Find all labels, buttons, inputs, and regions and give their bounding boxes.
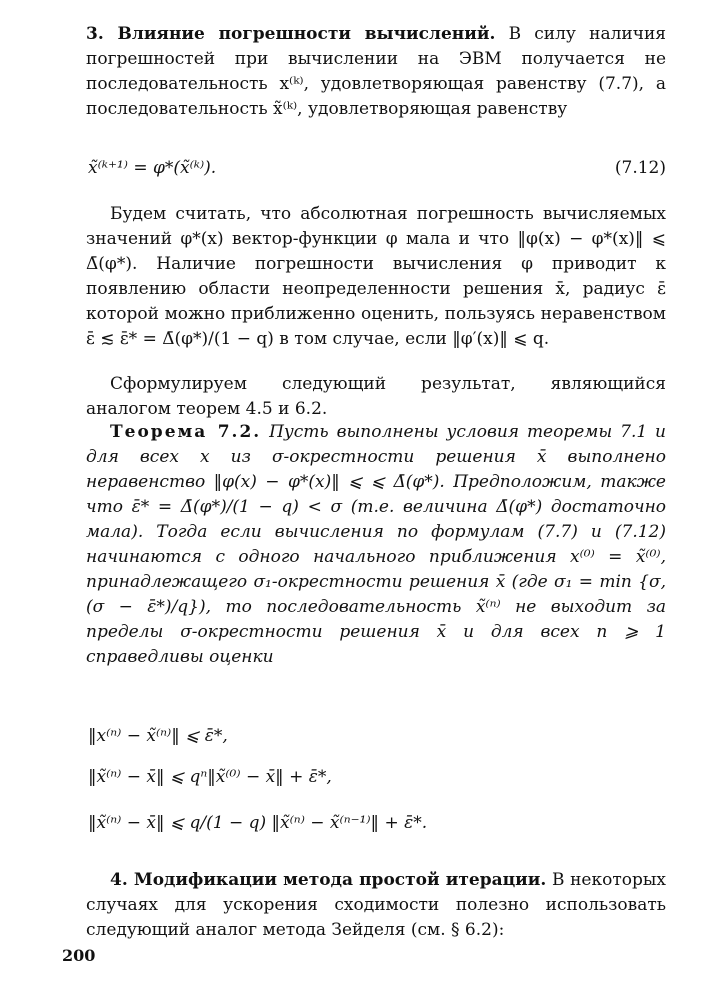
section-3-paragraph	[86, 22, 666, 122]
theorem-text: Пусть выполнены условия теоремы 7.1 и для всех x из σ-окрестности решения x̄ выполнено неравенство ‖φ(x) − φ*(x)‖ ⩽ ⩽ Δ̄(φ*). Предположим, также что ε̄* = Δ̄(φ*)/(1 − q) < σ (т.е. величина Δ̄(φ*) достаточно мала). Тогда если вычисления по формулам (7.7) и (7.12) начинаются с одного начального приближения x⁽⁰⁾ = x̃⁽⁰⁾, принадлежащего σ₁-окрестности решения x̄ (где σ₁ = min {σ, (σ − ε̄*)/q}), то последовательность x̃⁽ⁿ⁾ не выходит за пределы σ-окрестности решения x̄ и для всех n ⩾ 1 справедливы оценки	[86, 422, 667, 667]
section-4-text: В некоторых случаях для ускорения сходимости полезно использовать следующий аналог метода Зейделя (см. § 6.2):	[86, 870, 666, 940]
estimate-2: ‖x̃⁽ⁿ⁾ − x̄‖ ⩽ qⁿ‖x̃⁽⁰⁾ − x̄‖ + ε̄*,	[88, 767, 332, 787]
formulate-paragraph: Сформулируем следующий результат, являющийся аналогом теорем 4.5 и 6.2.	[86, 374, 666, 419]
theorem-label: Теорема 7.2.	[110, 422, 262, 442]
section-3-heading: 3. Влияние погрешности вычислений.	[86, 24, 496, 44]
section-4-heading: 4. Модификации метода простой итерации.	[110, 870, 547, 890]
section-4-paragraph	[86, 868, 666, 943]
equation-number: (7.12)	[614, 158, 666, 178]
equation-formula: x̃⁽ᵏ⁺¹⁾ = φ*(x̃⁽ᵏ⁾).	[88, 158, 217, 178]
page-number: 200	[62, 946, 96, 965]
estimate-3: ‖x̃⁽ⁿ⁾ − x̄‖ ⩽ q/(1 − q) ‖x̃⁽ⁿ⁾ − x̃⁽ⁿ⁻¹⁾‖ + ε̄*.	[88, 813, 428, 833]
theorem-paragraph	[86, 420, 666, 670]
estimate-1: ‖x⁽ⁿ⁾ − x̃⁽ⁿ⁾‖ ⩽ ε̄*,	[88, 726, 228, 746]
error-paragraph: Будем считать, что абсолютная погрешность вычисляемых значений φ*(x) вектор-функции φ мала и что ‖φ(x) − φ*(x)‖ ⩽ Δ̄(φ*). Наличие погрешности вычисления φ приводит к появлению области неопределенности решения x̄, радиус ε̄ которой можно приближенно оценить, пользуясь неравенством ε̄ ≲ ε̄* = Δ̄(φ*)/(1 − q) в том случае, если ‖φ′(x)‖ ⩽ q.	[86, 204, 666, 349]
section-3-text: В силу наличия погрешностей при вычислении на ЭВМ получается не последовательность x⁽ᵏ⁾, удовлетворяющая равенству (7.7), а последовательность x̃⁽ᵏ⁾, удовлетворяющая равенству	[86, 24, 667, 119]
equation-7-12	[88, 157, 666, 179]
